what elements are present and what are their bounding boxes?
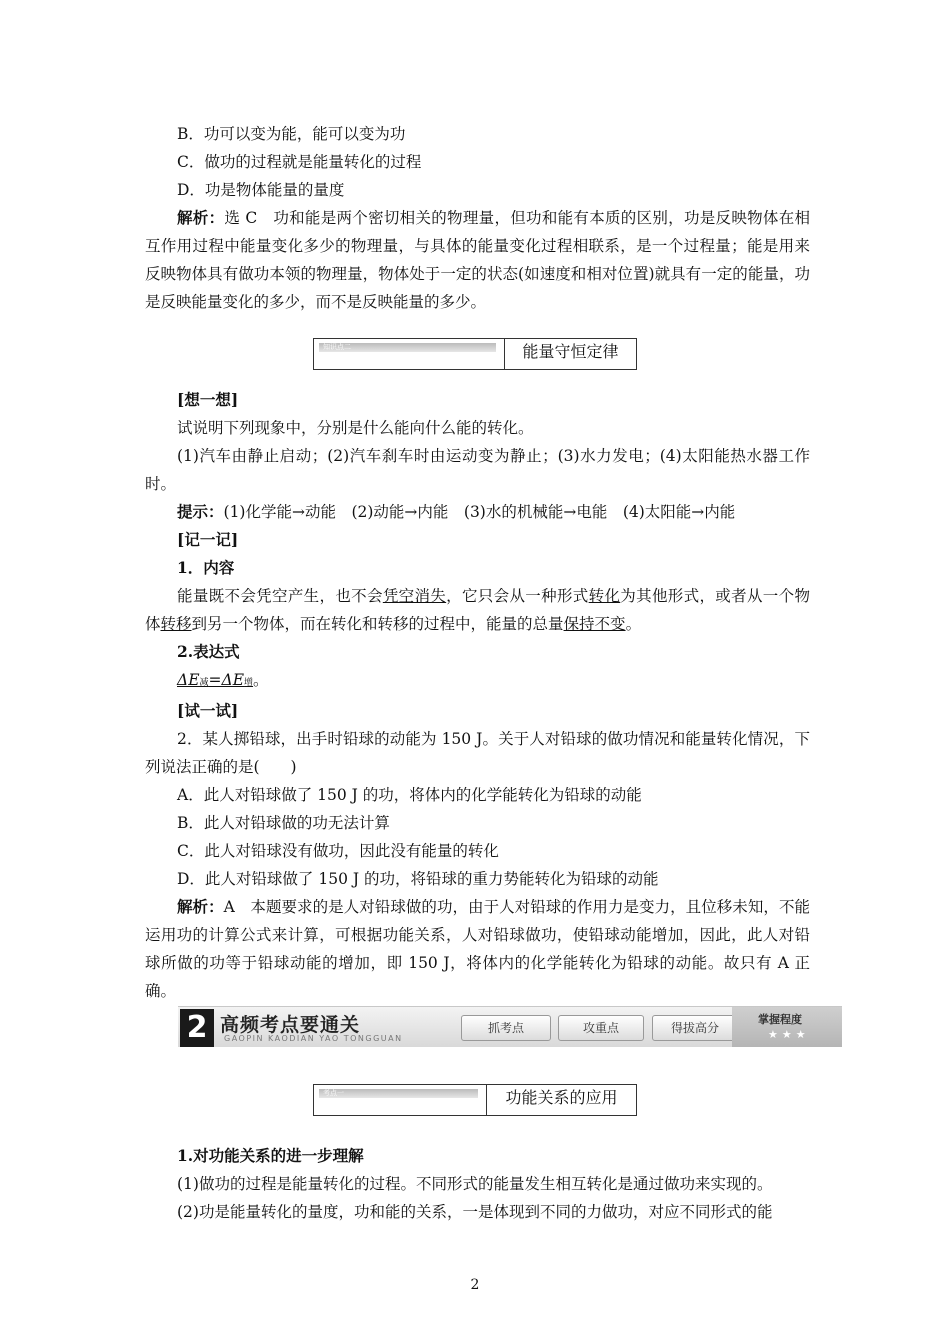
knowledge-point-tag: 知识点二 <box>319 343 496 352</box>
try-analysis <box>145 893 810 1005</box>
kaodian-title: 功能关系的应用 <box>505 1088 618 1107</box>
q1-analysis-label: 解析： <box>177 208 225 227</box>
banner-title: 高频考点要通关 <box>220 1014 361 1036</box>
think-header: [想一想] <box>177 390 239 409</box>
remember-blank-2: 转化 <box>588 587 621 605</box>
think-hint <box>145 498 810 526</box>
think-hint-text: (1)化学能→动能 (2)动能→内能 (3)水的机械能→电能 (4)太阳能→内能 <box>223 503 736 521</box>
q1-option-c: C．做功的过程就是能量转化的过程 <box>177 153 422 171</box>
remember-content <box>145 582 810 638</box>
try-option-c: C．此人对铅球没有做功，因此没有能量的转化 <box>177 842 499 860</box>
try-option-b: B．此人对铅球做的功无法计算 <box>177 814 390 832</box>
try-header: [试一试] <box>177 701 239 720</box>
try-analysis-text: A 本题要求的是人对铅球做的功，由于人对铅球的作用力是变力，且位移未知，不能运用功的计算公式来计算，可根据功能关系，人对铅球做功，使铅球动能增加，因此，此人对铅球所做的功等于铅球动能的增加，即 150 J，将体内的化学能转化为铅球的动能。故只有 A 正确。 <box>145 898 810 1000</box>
expression-formula <box>177 671 253 689</box>
remember-blank-3: 转移 <box>160 615 192 633</box>
mastery-stars-icon: ★★★ <box>768 1028 810 1041</box>
grab-points-button[interactable]: 抓考点 <box>461 1015 551 1041</box>
remember-sub1: 1．内容 <box>177 558 235 577</box>
section1-title: 1.对功能关系的进一步理解 <box>177 1146 364 1165</box>
remember-sub2: 2.表达式 <box>177 642 240 661</box>
kaodian-box <box>313 1084 637 1116</box>
banner-pinyin: GAOPIN KAODIAN YAO TONGGUAN <box>224 1034 403 1043</box>
q1-option-b: B．功可以变为能，能可以变为功 <box>177 125 406 143</box>
knowledge-point-tag-area <box>314 339 505 369</box>
expr-sub-2: 增 <box>244 678 254 688</box>
q1-analysis <box>145 204 810 316</box>
think-items: (1)汽车由静止启动；(2)汽车刹车时由运动变为静止；(3)水力发电；(4)太阳能热水器工作时。 <box>145 447 810 493</box>
remember-header: [记一记] <box>177 530 239 549</box>
try-question: 2．某人掷铅球，出手时铅球的动能为 150 J。关于人对铅球的做功情况和能量转化情况，下列说法正确的是( ) <box>145 730 810 776</box>
try-option-a: A．此人对铅球做了 150 J 的功，将体内的化学能转化为铅球的动能 <box>177 786 642 804</box>
page-content <box>145 120 810 1005</box>
knowledge-point-title: 能量守恒定律 <box>522 342 619 361</box>
remember-text-b: ，它只会从一种形式 <box>446 587 589 605</box>
knowledge-point-box <box>313 338 637 370</box>
kaodian-tag: 考点一 <box>319 1089 478 1098</box>
remember-text-e: 。 <box>625 615 642 633</box>
q1-analysis-text: 选 C 功和能是两个密切相关的物理量，但功和能有本质的区别，功是反映物体在相互作用过程中能量变化多少的物理量，与具体的能量变化过程相联系，是一个过程量；能是用来反映物体具有做功本领的物理量，物体处于一定的状态(如速度和相对位置)就具有一定的能量，功是反映能量变化的多少，而不是反映能量的多少。 <box>145 209 810 311</box>
q1-option-d: D．功是物体能量的量度 <box>177 181 345 199</box>
think-prompt: 试说明下列现象中，分别是什么能向什么能的转化。 <box>177 419 534 437</box>
mastery-label: 掌握程度 <box>758 1013 802 1026</box>
remember-text-a: 能量既不会凭空产生，也不会 <box>177 587 383 605</box>
mastery-level <box>732 1007 842 1047</box>
think-hint-label: 提示： <box>177 502 224 521</box>
kaodian-tag-area <box>314 1085 487 1115</box>
try-analysis-label: 解析： <box>177 897 224 916</box>
expr-delta-1: ΔE <box>177 671 200 689</box>
remember-blank-1: 凭空消失 <box>382 587 447 605</box>
page-number: 2 <box>470 1277 480 1293</box>
expr-sub-1: 减 <box>199 678 209 688</box>
remember-text-c: 为其他形式，或者从一个物体 <box>145 587 810 633</box>
banner-number: 2 <box>180 1009 214 1047</box>
try-option-d: D．此人对铅球做了 150 J 的功，将铅球的重力势能转化为铅球的动能 <box>177 870 659 888</box>
expression <box>145 666 810 697</box>
high-score-button[interactable]: 得拔高分 <box>652 1015 738 1041</box>
remember-text-d: 到另一个物体，而在转化和转移的过程中，能量的总量 <box>191 615 564 633</box>
remember-blank-4: 保持不变 <box>563 615 626 633</box>
section-banner <box>178 1006 842 1047</box>
section1-p2: (2)功是能量转化的量度，功和能的关系，一是体现到不同的力做功，对应不同形式的能 <box>177 1203 773 1221</box>
key-points-button[interactable]: 攻重点 <box>558 1015 644 1041</box>
expr-end: 。 <box>253 671 269 689</box>
expr-delta-2: =ΔE <box>208 671 245 689</box>
section1-p1: (1)做功的过程是能量转化的过程。不同形式的能量发生相互转化是通过做功来实现的。 <box>177 1175 773 1193</box>
kaodian-section <box>145 1084 810 1226</box>
